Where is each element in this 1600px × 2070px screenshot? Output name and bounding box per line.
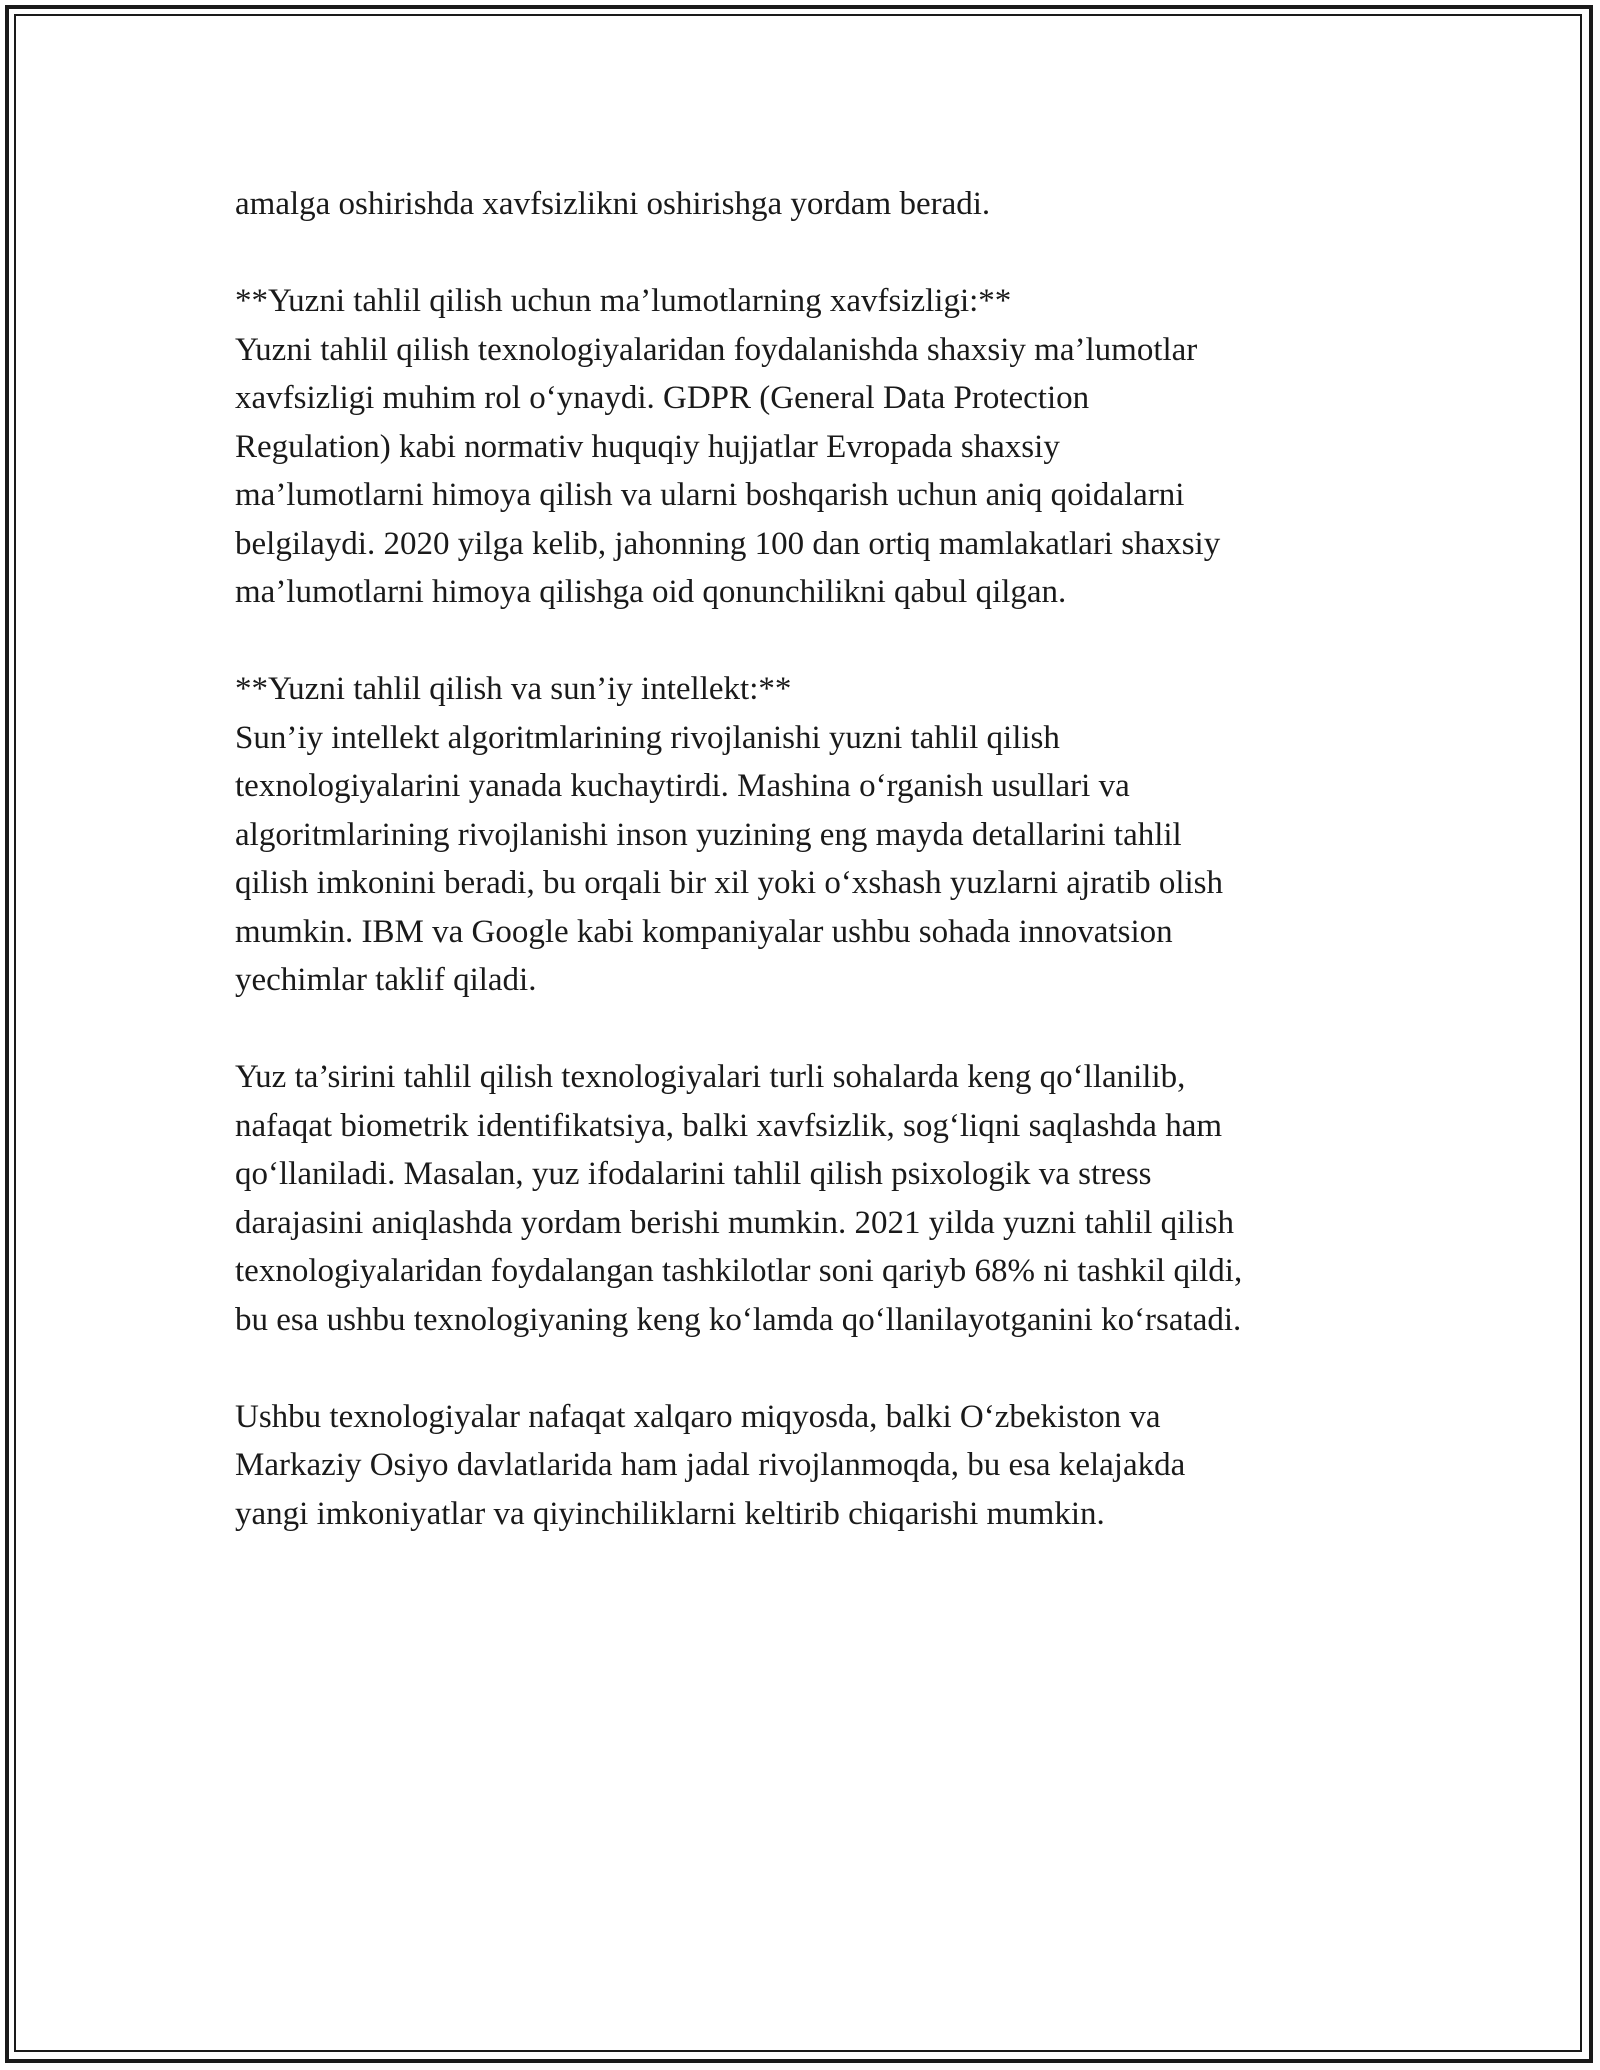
- text-line: ma’lumotlarni himoya qilish va ularni boshqarish uchun aniq qoidalarni: [235, 477, 1185, 513]
- text-line: ma’lumotlarni himoya qilishga oid qonunchilikni qabul qilgan.: [235, 574, 1067, 610]
- paragraph-intro: [235, 180, 1370, 229]
- text-line: mumkin. IBM va Google kabi kompaniyalar ushbu sohada innovatsion: [235, 913, 1173, 950]
- text-line: qo‘llaniladi. Masalan, yuz ifodalarini tahlil qilish psixologik va stress: [235, 1156, 1152, 1192]
- text-line: Regulation) kabi normativ huquqiy hujjatlar Evropada shaxsiy: [235, 428, 1060, 465]
- text-line: Sun’iy intellekt algoritmlarining rivojlanishi yuzni tahlil qilish: [235, 719, 1060, 756]
- text-line: Yuzni tahlil qilish texnologiyalaridan foydalanishda shaxsiy ma’lumotlar: [235, 331, 1198, 368]
- text-line: texnologiyalarini yanada kuchaytirdi. Mashina o‘rganish usullari va: [235, 768, 1130, 804]
- text-line: xavfsizligi muhim rol o‘ynaydi. GDPR (General Data Protection: [235, 380, 1090, 416]
- document-body: [235, 180, 1370, 1587]
- paragraph-applications: [235, 1053, 1370, 1344]
- section-heading: **Yuzni tahlil qilish va sun’iy intellekt:**: [235, 671, 792, 707]
- text-line: amalga oshirishda xavfsizlikni oshirishga yordam beradi.: [235, 186, 991, 222]
- text-line: nafaqat biometrik identifikatsiya, balki xavfsizlik, sog‘liqni saqlashda ham: [235, 1107, 1223, 1144]
- section-ai: [235, 665, 1370, 1005]
- section-heading: **Yuzni tahlil qilish uchun ma’lumotlarning xavfsizligi:**: [235, 283, 1012, 319]
- section-data-security: [235, 277, 1370, 617]
- text-line: yechimlar taklif qiladi.: [235, 962, 537, 998]
- text-line: bu esa ushbu texnologiyaning keng ko‘lamda qo‘llanilayotganini ko‘rsatadi.: [235, 1301, 1242, 1338]
- text-line: yangi imkoniyatlar va qiyinchiliklarni keltirib chiqarishi mumkin.: [235, 1495, 1105, 1532]
- text-line: Markaziy Osiyo davlatlarida ham jadal rivojlanmoqda, bu esa kelajakda: [235, 1447, 1186, 1483]
- paragraph-regional: [235, 1393, 1370, 1539]
- text-line: qilish imkonini beradi, bu orqali bir xil yoki o‘xshash yuzlarni ajratib olish: [235, 865, 1224, 901]
- text-line: Ushbu texnologiyalar nafaqat xalqaro miqyosda, balki O‘zbekiston va: [235, 1398, 1161, 1435]
- text-line: darajasini aniqlashda yordam berishi mumkin. 2021 yilda yuzni tahlil qilish: [235, 1204, 1234, 1241]
- text-line: belgilaydi. 2020 yilga kelib, jahonning 100 dan ortiq mamlakatlari shaxsiy: [235, 525, 1221, 562]
- text-line: texnologiyalaridan foydalangan tashkilotlar soni qariyb 68% ni tashkil qildi,: [235, 1253, 1243, 1289]
- text-line: algoritmlarining rivojlanishi inson yuzining eng mayda detallarini tahlil: [235, 816, 1182, 853]
- text-line: Yuz ta’sirini tahlil qilish texnologiyalari turli sohalarda keng qo‘llanilib,: [235, 1059, 1186, 1095]
